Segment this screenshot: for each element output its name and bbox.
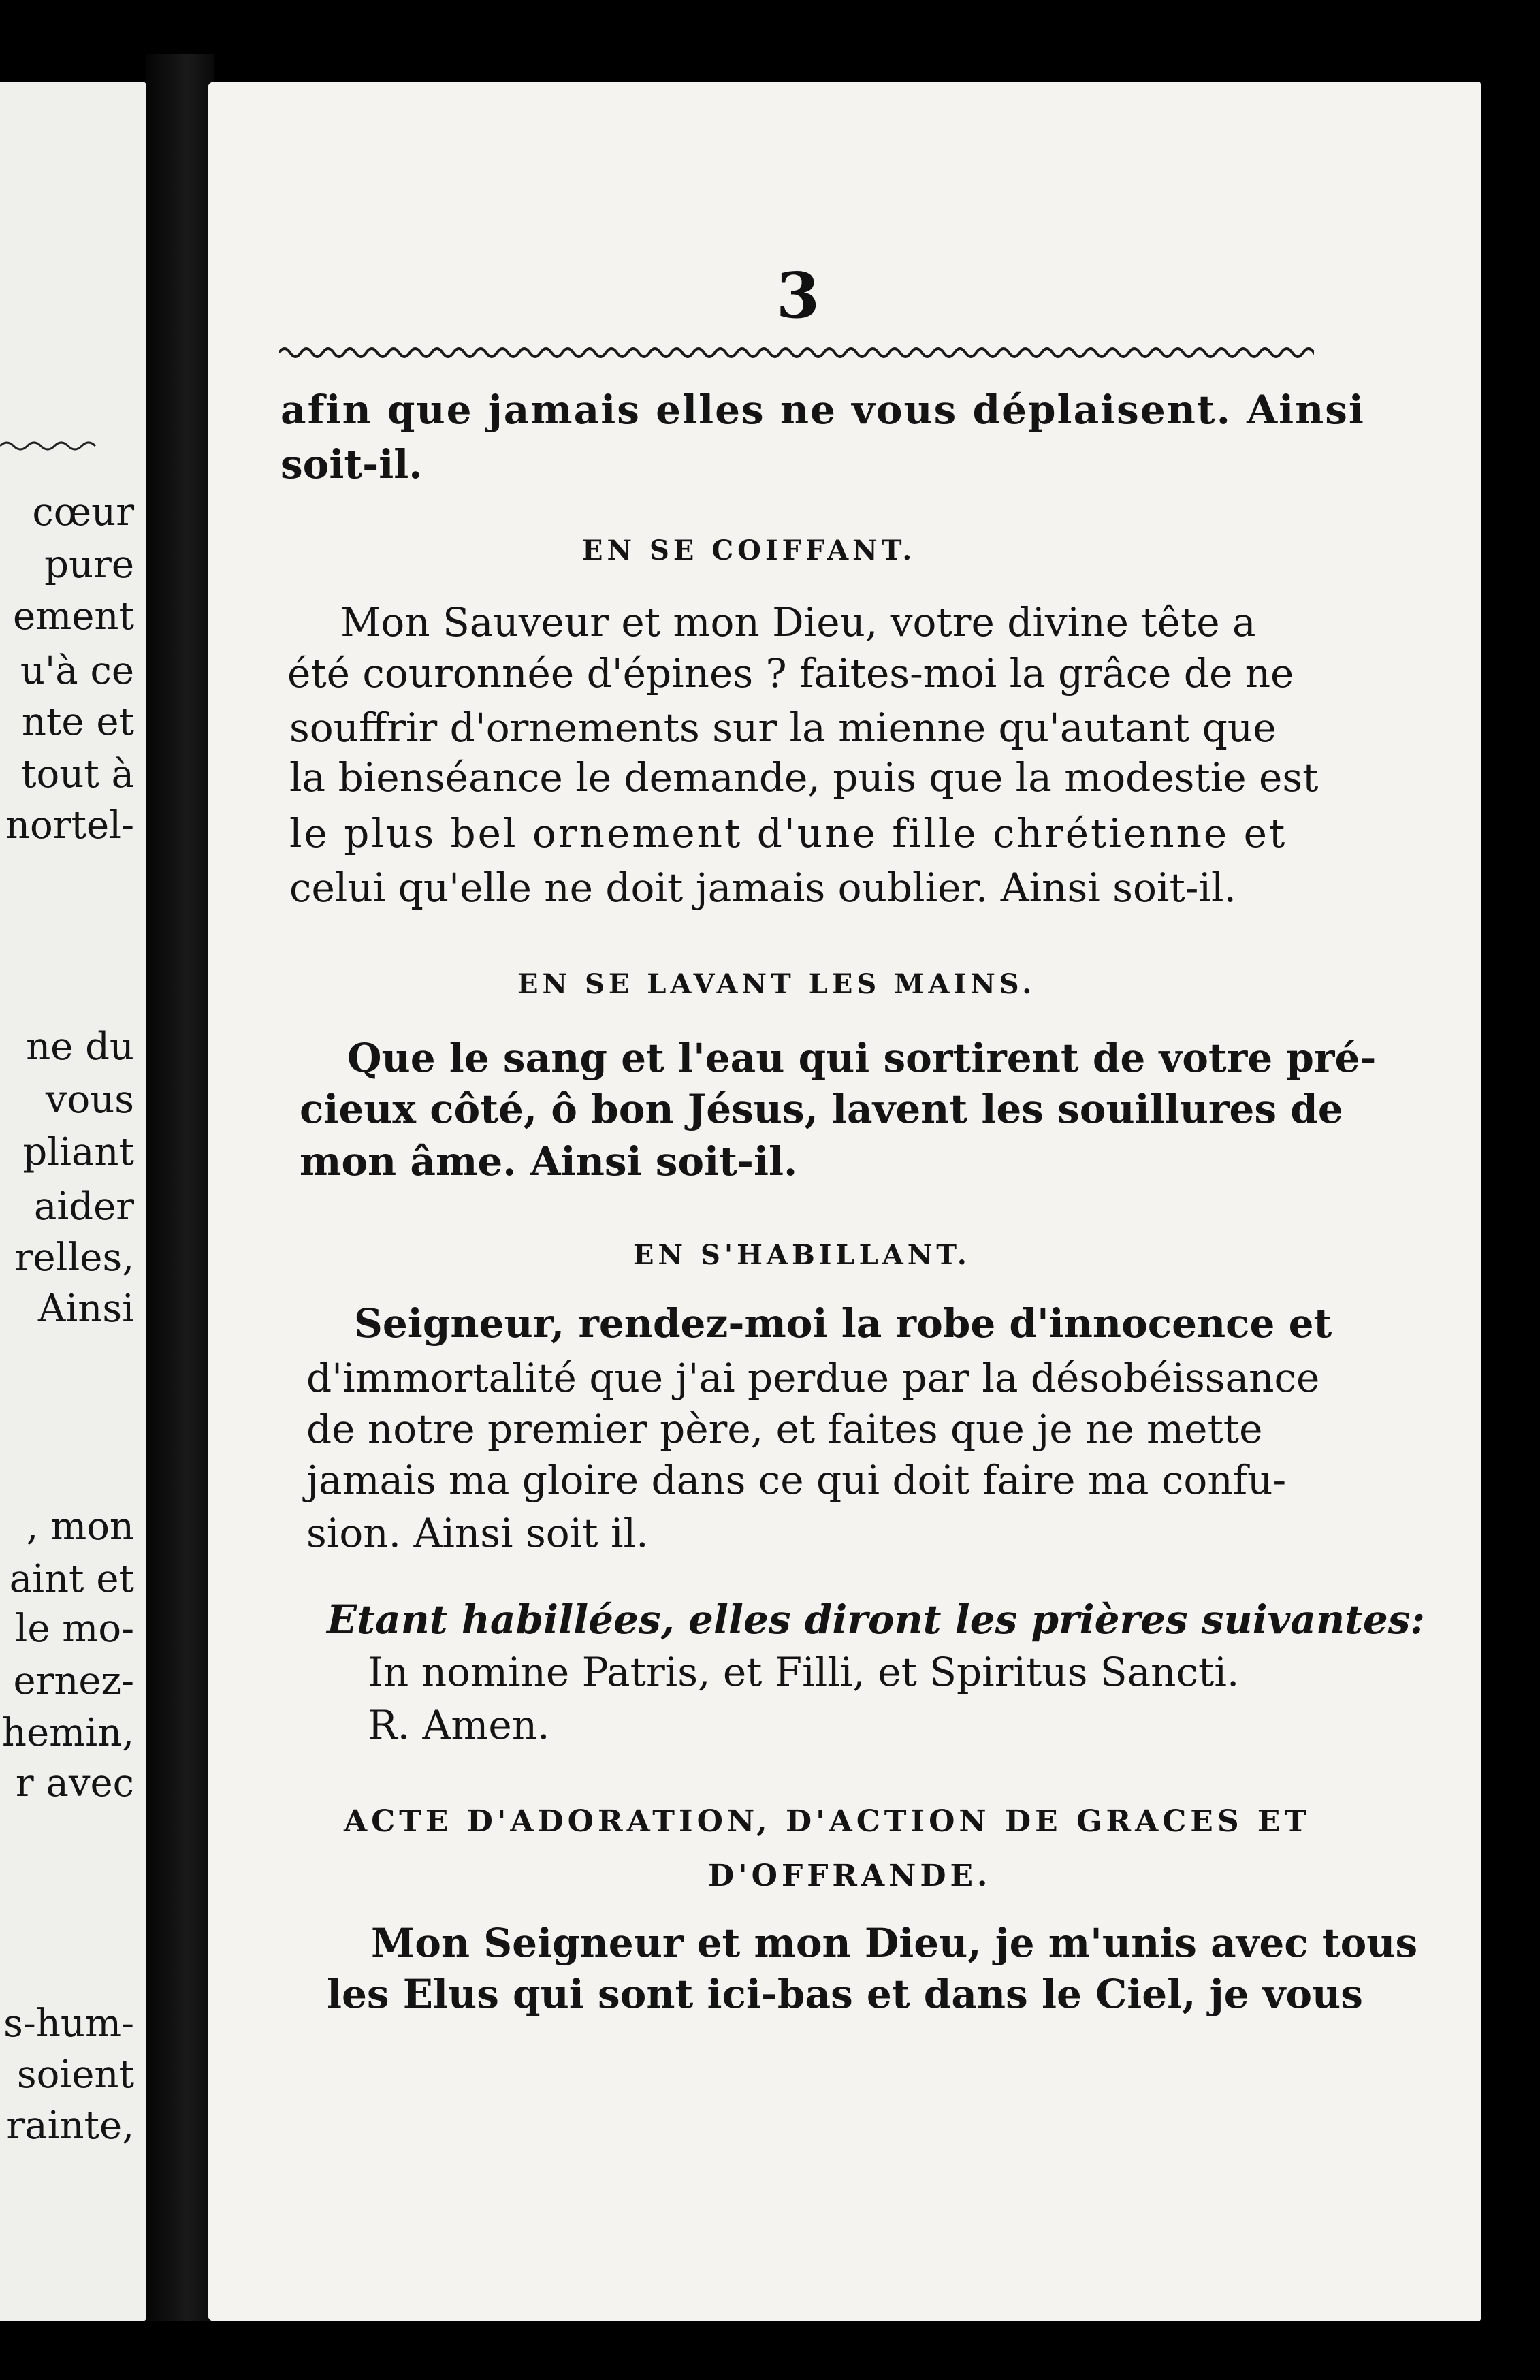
left-fragment: nortel-: [5, 803, 134, 848]
wavy-header-rule: [279, 340, 1314, 365]
text-line: celui qu'elle ne doit jamais oublier. Ainsi soit-il.: [289, 865, 1236, 911]
left-fragment: le mo-: [15, 1607, 134, 1651]
text-line: Que le sang et l'eau qui sortirent de votre pré-: [347, 1035, 1377, 1081]
section-heading: D'OFFRANDE.: [708, 1859, 992, 1893]
left-fragment: , mon: [26, 1505, 134, 1549]
left-fragment: aint et: [9, 1557, 134, 1601]
text-line: cieux côté, ô bon Jésus, lavent les souillures de: [300, 1086, 1343, 1132]
left-fragment: nte et: [21, 700, 134, 744]
left-fragment: pure: [44, 543, 134, 587]
rubric-line: Etant habillées, elles diront les prières suivantes:: [327, 1596, 1425, 1643]
text-line: mon âme. Ainsi soit-il.: [300, 1138, 798, 1185]
left-fragment: ernez-: [13, 1659, 134, 1703]
text-line: jamais ma gloire dans ce qui doit faire ma confu-: [306, 1457, 1287, 1503]
text-line: les Elus qui sont ici-bas et dans le Ciel, je vous: [327, 1971, 1363, 2017]
left-fragment: hemin,: [1, 1711, 134, 1755]
left-fragment: ne du: [26, 1025, 134, 1069]
left-fragment: rainte,: [6, 2104, 134, 2148]
left-page-wavy-rule: [0, 436, 102, 456]
left-fragment: Ainsi: [37, 1287, 134, 1331]
left-fragment: pliant: [22, 1130, 134, 1174]
latin-line: R. Amen.: [368, 1702, 550, 1748]
left-fragment: cœur: [32, 490, 134, 534]
left-fragment: ement: [13, 594, 134, 639]
left-page-edge: [0, 82, 146, 2321]
section-heading: ACTE D'ADORATION, D'ACTION DE GRACES ET: [344, 1804, 1311, 1839]
text-line: d'immortalité que j'ai perdue par la désobéissance: [306, 1355, 1320, 1401]
text-line: souffrir d'ornements sur la mienne qu'autant que: [289, 705, 1277, 751]
left-fragment: s-hum-: [3, 2001, 134, 2046]
left-fragment: tout à: [21, 752, 134, 797]
section-heading: EN S'HABILLANT.: [633, 1239, 971, 1271]
section-heading: EN SE COIFFANT.: [582, 534, 916, 566]
text-line: soit-il.: [280, 441, 423, 487]
section-heading: EN SE LAVANT LES MAINS.: [517, 968, 1036, 1000]
text-line: sion. Ainsi soit il.: [306, 1510, 649, 1556]
left-fragment: aider: [33, 1185, 134, 1229]
left-fragment: r avec: [15, 1761, 134, 1805]
text-line: Mon Sauveur et mon Dieu, votre divine tête a: [340, 599, 1256, 645]
left-fragment: u'à ce: [20, 649, 134, 693]
text-line: afin que jamais elles ne vous déplaisent. Ainsi: [280, 387, 1365, 433]
left-fragment: soient: [16, 2053, 134, 2097]
book-gutter: [146, 54, 214, 2321]
page-number: 3: [776, 259, 820, 332]
left-fragment: relles,: [14, 1236, 134, 1280]
text-line: le plus bel ornement d'une fille chrétienne et: [289, 810, 1287, 856]
text-line: Mon Seigneur et mon Dieu, je m'unis avec tous: [371, 1920, 1418, 1966]
left-fragment: vous: [45, 1078, 134, 1122]
latin-line: In nomine Patris, et Filli, et Spiritus Sancti.: [368, 1649, 1240, 1695]
text-line: de notre premier père, et faites que je ne mette: [306, 1406, 1263, 1452]
text-line: été couronnée d'épines ? faites-moi la grâce de ne: [287, 650, 1294, 696]
text-line: la bienséance le demande, puis que la modestie est: [289, 754, 1319, 801]
text-line: Seigneur, rendez-moi la robe d'innocence et: [354, 1300, 1332, 1347]
